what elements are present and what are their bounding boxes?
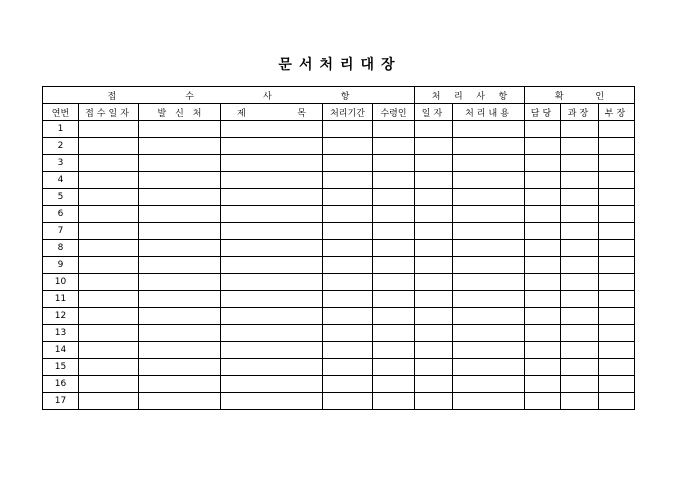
table-row (43, 308, 635, 325)
table-cell (415, 291, 453, 308)
table-cell (415, 257, 453, 274)
table-cell (599, 257, 635, 274)
table-cell (323, 121, 373, 138)
processing-group-char: 항 (498, 91, 508, 102)
table-cell (139, 308, 221, 325)
table-cell (79, 206, 139, 223)
row-serial-number: 5 (43, 189, 79, 206)
receipt-group-char: 수 (185, 91, 194, 102)
col-header-subject (221, 104, 323, 121)
table-cell (599, 359, 635, 376)
table-cell (139, 240, 221, 257)
col-header-receipt-date: 접수일자 (79, 104, 139, 121)
table-cell (599, 325, 635, 342)
table-cell (323, 206, 373, 223)
table-cell (323, 291, 373, 308)
table-cell (139, 359, 221, 376)
table-cell (139, 257, 221, 274)
table-cell (453, 121, 525, 138)
table-cell (139, 206, 221, 223)
table-cell (453, 308, 525, 325)
table-cell (139, 155, 221, 172)
table-cell (139, 393, 221, 410)
table-cell (221, 257, 323, 274)
table-cell (323, 257, 373, 274)
table-cell (79, 376, 139, 393)
table-cell (525, 172, 561, 189)
col-header-recipient: 수령인 (373, 104, 415, 121)
table-row (43, 240, 635, 257)
table-cell (525, 376, 561, 393)
processing-group-char: 처 (431, 91, 441, 102)
table-cell (599, 223, 635, 240)
table-cell (79, 308, 139, 325)
table-cell (415, 393, 453, 410)
table-cell (221, 393, 323, 410)
table-cell (373, 121, 415, 138)
sender-char: 신 (175, 108, 184, 119)
table-cell (415, 206, 453, 223)
table-cell (139, 223, 221, 240)
table-row (43, 274, 635, 291)
table-cell (139, 172, 221, 189)
table-cell (453, 189, 525, 206)
table-cell (561, 155, 599, 172)
table-cell (221, 342, 323, 359)
table-cell (79, 359, 139, 376)
table-cell (453, 223, 525, 240)
table-cell (525, 189, 561, 206)
table-cell (79, 240, 139, 257)
confirm-group-header (525, 87, 635, 104)
table-cell (373, 223, 415, 240)
table-cell (221, 172, 323, 189)
table-cell (599, 342, 635, 359)
receipt-group-header (43, 87, 415, 104)
table-cell (525, 240, 561, 257)
table-cell (323, 274, 373, 291)
table-cell (221, 189, 323, 206)
table-cell (525, 325, 561, 342)
table-cell (561, 257, 599, 274)
table-cell (453, 325, 525, 342)
table-cell (373, 342, 415, 359)
table-cell (323, 138, 373, 155)
table-cell (599, 308, 635, 325)
table-cell (415, 240, 453, 257)
table-cell (415, 376, 453, 393)
table-cell (453, 138, 525, 155)
table-cell (415, 121, 453, 138)
group-header-row (43, 87, 635, 104)
table-cell (525, 342, 561, 359)
table-cell (453, 342, 525, 359)
table-row (43, 393, 635, 410)
col-header-deadline: 처리기간 (323, 104, 373, 121)
column-header-row (43, 104, 635, 121)
row-serial-number: 9 (43, 257, 79, 274)
table-cell (221, 359, 323, 376)
table-row (43, 138, 635, 155)
row-serial-number: 16 (43, 376, 79, 393)
table-row (43, 121, 635, 138)
sender-char: 발 (157, 108, 167, 119)
table-cell (79, 223, 139, 240)
table-cell (79, 393, 139, 410)
table-cell (561, 376, 599, 393)
row-serial-number: 14 (43, 342, 79, 359)
table-cell (561, 172, 599, 189)
confirm-group-char: 인 (595, 91, 605, 102)
table-cell (561, 223, 599, 240)
table-cell (453, 172, 525, 189)
table-cell (599, 138, 635, 155)
row-serial-number: 3 (43, 155, 79, 172)
table-cell (221, 155, 323, 172)
table-row (43, 223, 635, 240)
processing-group-char: 사 (476, 91, 485, 102)
table-cell (221, 325, 323, 342)
table-cell (561, 342, 599, 359)
table-cell (139, 291, 221, 308)
table-cell (561, 206, 599, 223)
table-cell (139, 376, 221, 393)
table-cell (415, 223, 453, 240)
table-cell (525, 138, 561, 155)
document-ledger-table (42, 86, 635, 410)
table-cell (373, 325, 415, 342)
col-header-handler: 담당 (525, 104, 561, 121)
table-cell (415, 172, 453, 189)
table-cell (323, 223, 373, 240)
col-header-date: 일자 (415, 104, 453, 121)
table-cell (373, 359, 415, 376)
row-serial-number: 10 (43, 274, 79, 291)
table-cell (453, 359, 525, 376)
row-serial-number: 12 (43, 308, 79, 325)
table-cell (221, 291, 323, 308)
table-cell (221, 223, 323, 240)
table-cell (453, 376, 525, 393)
table-row (43, 291, 635, 308)
table-cell (525, 257, 561, 274)
table-cell (453, 206, 525, 223)
table-cell (373, 274, 415, 291)
table-cell (79, 121, 139, 138)
row-serial-number: 4 (43, 172, 79, 189)
table-cell (221, 376, 323, 393)
document-title: 문서처리대장 (278, 57, 402, 73)
table-cell (453, 240, 525, 257)
table-cell (221, 240, 323, 257)
row-serial-number: 8 (43, 240, 79, 257)
table-cell (373, 257, 415, 274)
table-cell (599, 274, 635, 291)
table-row (43, 189, 635, 206)
ledger-body (43, 121, 635, 410)
table-cell (373, 138, 415, 155)
table-cell (139, 138, 221, 155)
table-cell (221, 206, 323, 223)
receipt-group-char: 사 (263, 91, 272, 102)
table-cell (599, 121, 635, 138)
table-cell (373, 376, 415, 393)
table-cell (453, 274, 525, 291)
table-cell (139, 189, 221, 206)
table-cell (453, 393, 525, 410)
processing-group-header (415, 87, 525, 104)
receipt-group-char: 항 (340, 91, 350, 102)
table-cell (561, 121, 599, 138)
table-cell (561, 274, 599, 291)
table-row (43, 325, 635, 342)
col-header-sender (139, 104, 221, 121)
col-header-department-head: 부장 (599, 104, 635, 121)
row-serial-number: 1 (43, 121, 79, 138)
receipt-group-char: 접 (107, 91, 117, 102)
table-cell (323, 359, 373, 376)
col-header-content: 처리내용 (453, 104, 525, 121)
table-cell (139, 121, 221, 138)
table-cell (79, 155, 139, 172)
confirm-group-char: 확 (554, 91, 564, 102)
table-cell (415, 359, 453, 376)
table-cell (525, 308, 561, 325)
table-row (43, 342, 635, 359)
table-cell (415, 342, 453, 359)
table-cell (599, 189, 635, 206)
subject-char: 목 (297, 108, 306, 119)
row-serial-number: 11 (43, 291, 79, 308)
table-cell (453, 155, 525, 172)
table-cell (561, 189, 599, 206)
table-cell (139, 342, 221, 359)
row-serial-number: 6 (43, 206, 79, 223)
table-cell (561, 240, 599, 257)
table-cell (599, 291, 635, 308)
table-cell (525, 155, 561, 172)
sender-char: 처 (192, 108, 202, 119)
table-cell (415, 325, 453, 342)
table-cell (415, 308, 453, 325)
table-cell (373, 155, 415, 172)
row-serial-number: 13 (43, 325, 79, 342)
table-cell (373, 206, 415, 223)
table-cell (79, 291, 139, 308)
table-cell (599, 206, 635, 223)
table-cell (373, 393, 415, 410)
row-serial-number: 2 (43, 138, 79, 155)
table-cell (561, 359, 599, 376)
table-cell (221, 308, 323, 325)
table-cell (221, 274, 323, 291)
table-cell (221, 138, 323, 155)
table-cell (323, 342, 373, 359)
table-cell (373, 291, 415, 308)
table-cell (453, 291, 525, 308)
table-cell (323, 172, 373, 189)
table-cell (415, 155, 453, 172)
table-cell (525, 393, 561, 410)
table-cell (323, 393, 373, 410)
table-cell (323, 155, 373, 172)
table-cell (139, 274, 221, 291)
table-cell (373, 308, 415, 325)
table-cell (525, 291, 561, 308)
table-cell (525, 359, 561, 376)
table-cell (599, 240, 635, 257)
table-cell (561, 325, 599, 342)
row-serial-number: 15 (43, 359, 79, 376)
table-cell (221, 121, 323, 138)
col-header-section-chief: 과장 (561, 104, 599, 121)
table-cell (561, 308, 599, 325)
table-cell (525, 206, 561, 223)
processing-group-char: 리 (454, 91, 463, 102)
table-cell (525, 121, 561, 138)
table-cell (323, 189, 373, 206)
table-cell (599, 155, 635, 172)
table-row (43, 172, 635, 189)
table-cell (323, 240, 373, 257)
table-cell (599, 376, 635, 393)
table-cell (323, 308, 373, 325)
table-cell (415, 274, 453, 291)
table-cell (79, 138, 139, 155)
table-cell (373, 240, 415, 257)
col-header-serial: 연번 (43, 104, 79, 121)
table-cell (561, 393, 599, 410)
table-cell (453, 257, 525, 274)
table-cell (415, 189, 453, 206)
table-cell (139, 325, 221, 342)
table-cell (79, 189, 139, 206)
table-cell (415, 138, 453, 155)
table-cell (79, 274, 139, 291)
table-cell (561, 291, 599, 308)
table-cell (373, 172, 415, 189)
table-cell (79, 257, 139, 274)
table-cell (323, 325, 373, 342)
table-cell (599, 393, 635, 410)
table-cell (561, 138, 599, 155)
table-row (43, 257, 635, 274)
table-row (43, 376, 635, 393)
table-row (43, 206, 635, 223)
table-cell (79, 342, 139, 359)
table-cell (79, 172, 139, 189)
row-serial-number: 7 (43, 223, 79, 240)
table-cell (525, 223, 561, 240)
table-cell (599, 172, 635, 189)
table-cell (373, 189, 415, 206)
table-cell (525, 274, 561, 291)
table-row (43, 359, 635, 376)
table-cell (323, 376, 373, 393)
subject-char: 제 (237, 108, 246, 119)
table-row (43, 155, 635, 172)
table-cell (79, 325, 139, 342)
row-serial-number: 17 (43, 393, 79, 410)
